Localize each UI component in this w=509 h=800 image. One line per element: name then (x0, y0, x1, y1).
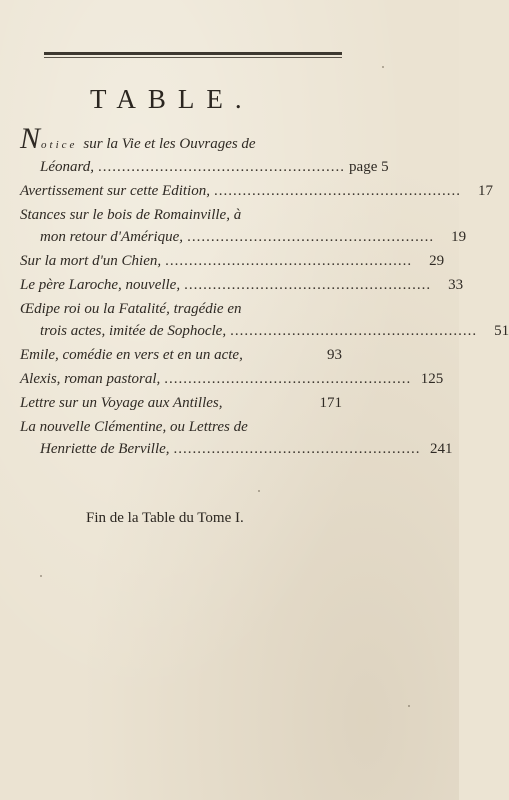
page-title: TABLE. (90, 84, 254, 114)
paper-speck (258, 490, 260, 492)
page-number: page 5 (349, 159, 389, 175)
leader-dots: .................................................... (173, 441, 421, 457)
entry-title: Emile, comédie en vers et en un acte, (20, 347, 243, 363)
entry-title-rest: sur la Vie et les Ouvrages de (83, 136, 256, 152)
leader-dots: .................................................... (230, 323, 478, 339)
entry-title: Alexis, roman pastoral, (20, 371, 161, 387)
toc-entry (20, 298, 509, 342)
paper-speck (382, 66, 384, 68)
page-number: 125 (420, 371, 444, 387)
entry-title-line-2: Henriette de Berville, (40, 441, 170, 457)
table-of-contents (20, 122, 509, 462)
leader-dots: .................................................... (184, 277, 432, 293)
entry-title: Le père Laroche, nouvelle, (20, 277, 181, 293)
entry-title: Sur la mort d'un Chien, (20, 253, 162, 269)
page-number: 93 (327, 347, 342, 363)
entry-title-line-2: trois actes, imitée de Sophocle, (40, 323, 227, 339)
entry-title: Avertissement sur cette Edition, (20, 183, 210, 199)
toc-entry (20, 392, 342, 414)
header-rule (44, 52, 342, 58)
toc-entry (20, 344, 342, 366)
toc-entry (20, 250, 445, 272)
entry-title: La nouvelle Clémentine, ou Lettres de (20, 419, 248, 435)
toc-entry (20, 274, 464, 296)
small-caps-word: otice (41, 139, 78, 151)
page-number: 51 (494, 323, 509, 339)
entry-title: Stances sur le bois de Romainville, à (20, 207, 242, 223)
entry-title-line-2: mon retour d'Amérique, (40, 229, 184, 245)
leader-dots: .................................................... (98, 159, 346, 175)
leader-dots: .................................................... (165, 253, 413, 269)
leader-dots: .................................................... (187, 229, 435, 245)
entry-title-line-2: Léonard, (40, 159, 95, 175)
page-number: 29 (429, 253, 445, 269)
page-number: 171 (319, 395, 342, 411)
toc-entry (20, 416, 453, 460)
entry-title: Lettre sur un Voyage aux Antilles, (20, 395, 223, 411)
end-note: Fin de la Table du Tome I. (86, 510, 244, 526)
page-number: 33 (448, 277, 464, 293)
page-number: 17 (477, 183, 493, 199)
drop-cap: N (20, 122, 41, 155)
toc-entry (20, 204, 467, 248)
toc-entry-notice (20, 122, 389, 178)
toc-entry (20, 368, 444, 390)
paper-speck (40, 575, 42, 577)
page-number: 19 (451, 229, 467, 245)
paper-speck (408, 705, 410, 707)
page-number: 241 (430, 441, 453, 457)
entry-title: Œdipe roi ou la Fatalité, tragédie en (20, 301, 242, 317)
toc-entry (20, 180, 493, 202)
leader-dots: .................................................... (164, 371, 412, 387)
leader-dots: .................................................... (213, 183, 461, 199)
